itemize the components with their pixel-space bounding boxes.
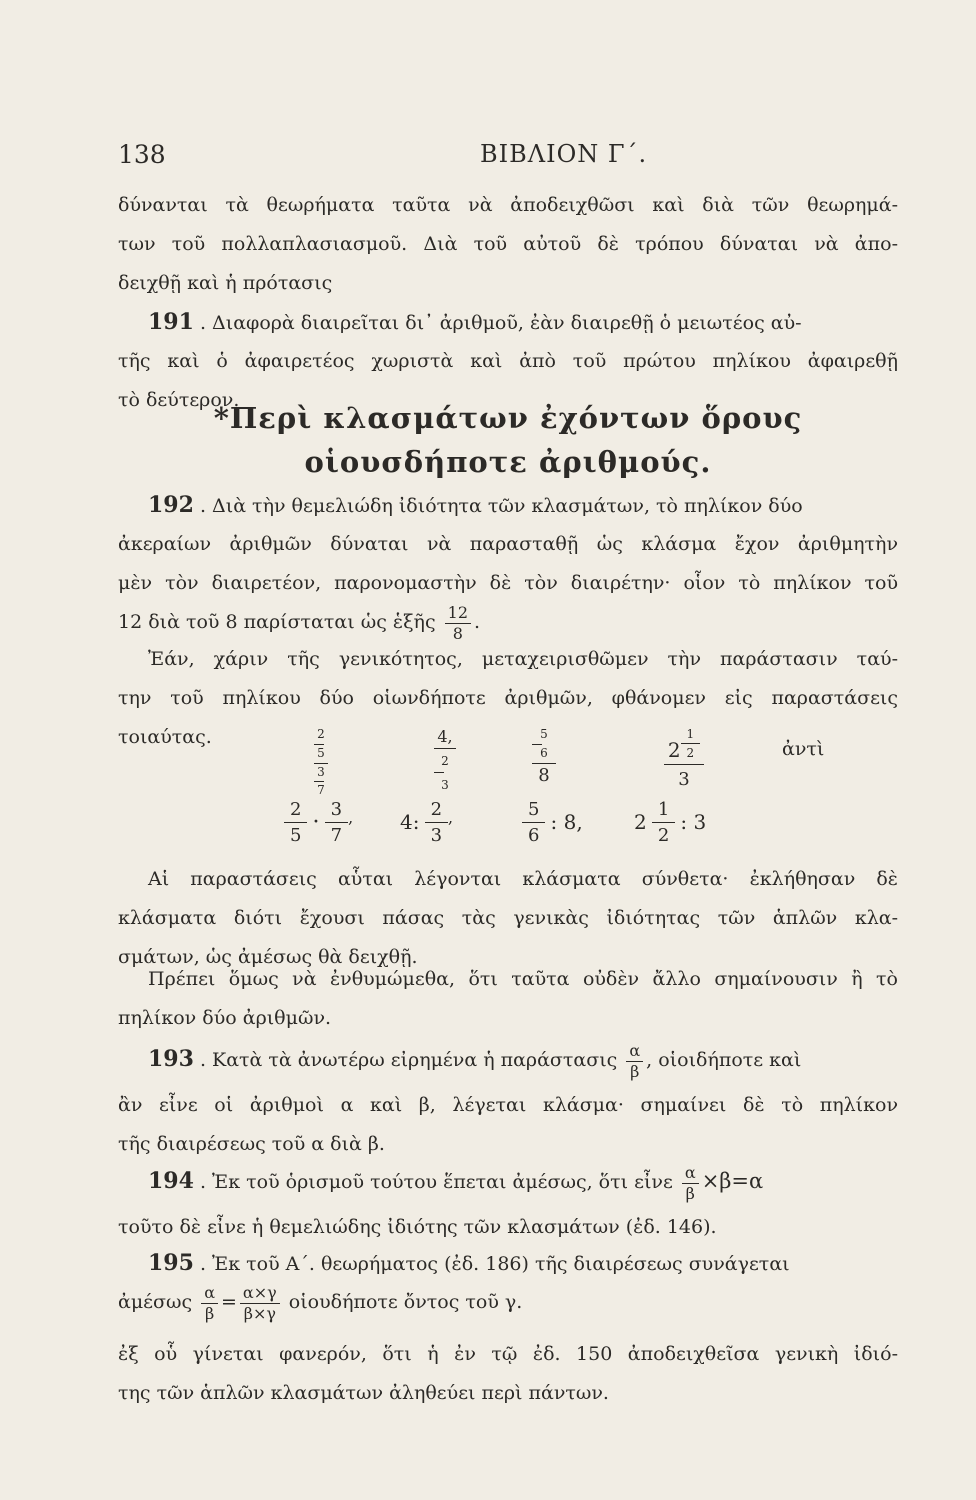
anti-label: ἀντὶ <box>782 738 825 760</box>
text-line: τῆς καὶ ὁ ἀφαιρετέος χωριστὰ καὶ ἀπὸ τοῦ πρώτου πηλίκου ἀφαιρεθῇ <box>118 350 898 372</box>
section-number: 195 <box>148 1250 194 1276</box>
running-title: ΒΙΒΛΙΟΝ Γ΄. <box>480 140 648 168</box>
section-195 <box>118 1244 898 1413</box>
section-number: 191 <box>148 309 194 335</box>
text-line: ἂν εἶνε οἱ ἀριθμοὶ α καὶ β, λέγεται κλάσμα· σημαίνει δὲ τὸ πηλίκον <box>118 1094 898 1116</box>
compound-fraction: 2 $\frac{1}{2}$ 3 <box>664 728 704 791</box>
heading-line-1: *Περὶ κλασμάτων ἐχόντων ὅρους <box>213 401 803 435</box>
section-number: 192 <box>148 492 194 518</box>
text-line: των τοῦ πολλαπλασιασμοῦ. Διὰ τοῦ αὐτοῦ δὲ τρόπου δύναται νὰ ἀπο- <box>118 233 898 255</box>
section-193 <box>118 1040 898 1164</box>
text-line: 193 . Κατὰ τὰ ἀνωτέρω εἰρημένα ἡ παράστασις $\frac{\alpha}{\beta}$ , οἱοιδήποτε καὶ <box>148 1040 802 1081</box>
section-194 <box>118 1162 898 1247</box>
fraction: $\frac{12}{8}$ <box>445 605 471 642</box>
text-line: της τῶν ἁπλῶν κλασμάτων ἀληθεύει περὶ πάντων. <box>118 1382 609 1404</box>
paragraph-remember <box>118 960 898 1038</box>
text-line: κλάσματα διότι ἔχουσι πάσας τὰς γενικὰς ἰδιότητας τῶν ἁπλῶν κλα- <box>118 907 898 929</box>
text-line: 192 . Διὰ τὴν θεμελιώδη ἰδιότητα τῶν κλασμάτων, τὸ πηλίκον δύο <box>148 492 803 518</box>
section-number: 193 <box>148 1046 194 1072</box>
fraction: $\frac{\alpha}{\beta}$ <box>201 1285 218 1322</box>
fraction: $\frac{\alpha\times\gamma}{\beta\times\gamma}$ <box>240 1285 280 1322</box>
text-line: τὸ δεύτερον. <box>118 389 240 411</box>
text-line: την τοῦ πηλίκου δύο οἱωνδήποτε ἀριθμῶν, φθάνομεν εἰς παραστάσεις <box>118 687 898 709</box>
division-form: $\frac{2}{5}$ · $\frac{3}{7}$ , <box>284 800 353 846</box>
text-line: Ἐάν, χάριν τῆς γενικότητος, μεταχειρισθῶμεν τὴν παράστασιν ταύ- <box>148 648 898 670</box>
text-line: ἀμέσως $\frac{\alpha}{\beta}$ = $\frac{\alpha\times\gamma}{\beta\times\gamma}$ οἱουδήποτε ὄντος τοῦ γ. <box>118 1283 523 1323</box>
text-line: 194 . Ἐκ τοῦ ὁρισμοῦ τούτου ἕπεται ἀμέσως, ὅτι εἶνε $\frac{\alpha}{\beta}$ ×β=α <box>148 1162 764 1203</box>
text-line: μὲν τὸν διαιρετέον, παρονομαστὴν δὲ τὸν διαιρέτην· οἷον τὸ πηλίκον τοῦ <box>118 572 898 594</box>
section-192 <box>118 486 898 653</box>
division-forms-row <box>118 800 898 860</box>
heading-line-2: οἱουσδήποτε ἀριθμούς. <box>304 445 712 479</box>
text-line: Αἱ παραστάσεις αὗται λέγονται κλάσματα σύνθετα· ἐκλήθησαν δὲ <box>148 868 898 890</box>
text-line: ἐξ οὗ γίνεται φανερόν, ὅτι ἡ ἐν τῷ ἐδ. 150 ἀποδειχθεῖσα γενικὴ ἰδιό- <box>118 1343 898 1365</box>
intro-paragraph <box>118 186 898 303</box>
text-line: τοιαύτας. <box>118 726 212 748</box>
text-line: ἀκεραίων ἀριθμῶν δύναται νὰ παρασταθῇ ὡς κλάσμα ἔχον ἀριθμητὴν <box>118 533 898 555</box>
division-form: 2 $\frac{1}{2}$ : 3 <box>634 799 707 846</box>
page-header <box>118 130 898 170</box>
text-line: 191 . Διαφορὰ διαιρεῖται δι᾽ ἀριθμοῦ, ἐὰν διαιρεθῇ ὁ μειωτέος αὐ- <box>148 309 802 335</box>
text-line: δύνανται τὰ θεωρήματα ταῦτα νὰ ἀποδειχθῶσι καὶ διὰ τῶν θεωρημά- <box>118 194 898 216</box>
text-line: τῆς διαιρέσεως τοῦ α διὰ β. <box>118 1133 385 1155</box>
text-line: δειχθῇ καὶ ἡ πρότασις <box>118 272 333 294</box>
text-line: 195 . Ἐκ τοῦ Α΄. θεωρήματος (ἐδ. 186) τῆς διαιρέσεως συνάγεται <box>148 1250 790 1276</box>
text-line: Πρέπει ὅμως νὰ ἐνθυμώμεθα, ὅτι ταῦτα οὐδὲν ἄλλο σημαίνουσιν ἢ τὸ <box>148 968 898 990</box>
compound-fractions-row <box>118 728 898 798</box>
page-number: 138 <box>118 140 166 169</box>
fraction: $\frac{\alpha}{\beta}$ <box>682 1165 699 1202</box>
section-number: 194 <box>148 1168 194 1194</box>
text-line: σμάτων, ὡς ἀμέσως θὰ δειχθῇ. <box>118 946 418 968</box>
compound-fraction: 2 5 3 7 <box>314 728 328 798</box>
text-line: τοῦτο δὲ εἶνε ἡ θεμελιώδης ἰδιότης τῶν κλασμάτων (ἐδ. 146). <box>118 1216 717 1238</box>
compound-fraction: 5 6 8 <box>532 728 556 786</box>
section-heading <box>118 396 898 484</box>
fraction: $\frac{\alpha}{\beta}$ <box>626 1043 643 1080</box>
text-line: πηλίκον δύο ἀριθμῶν. <box>118 1007 332 1029</box>
compound-fraction: 4, 2 3 <box>434 728 456 793</box>
text-line: 12 διὰ τοῦ 8 παρίσταται ὡς ἑξῆς $\frac{12}{8}$ . <box>118 603 481 643</box>
division-form: 4: $\frac{2}{3}$ , <box>400 799 454 846</box>
division-form: $\frac{5}{6}$ : 8, <box>522 800 583 846</box>
